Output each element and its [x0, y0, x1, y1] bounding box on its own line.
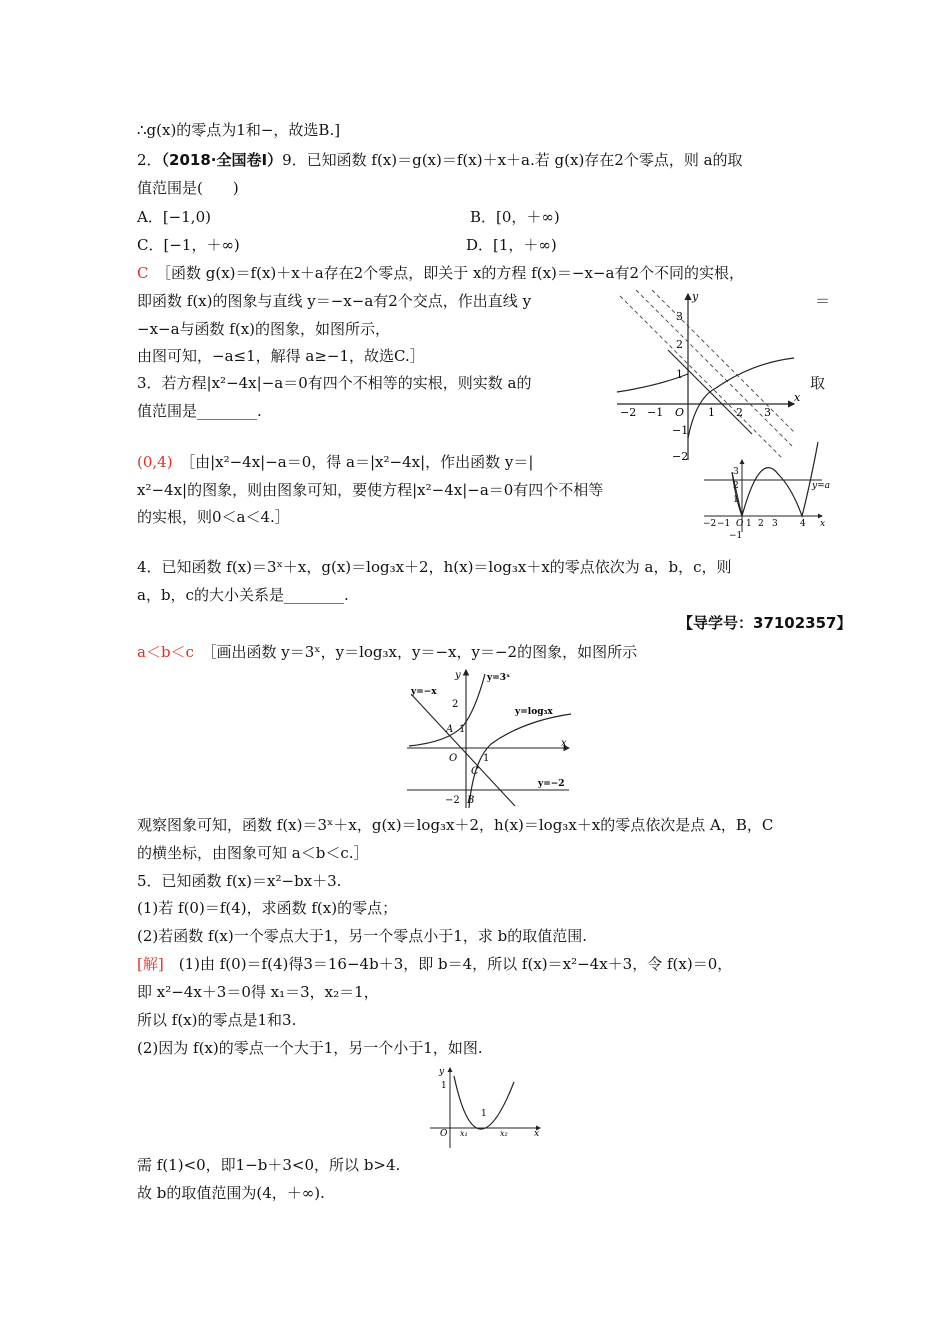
answer-4-line-2: 观察图象可知，函数 f(x)＝3ˣ＋x，g(x)＝log₃x＋2，h(x)＝log₃x＋x的零点依次是点 A，B，C	[137, 816, 774, 834]
origin-label: O	[736, 519, 744, 529]
x-axis-label: x	[534, 1129, 540, 1139]
answer-text: ［画出函数 y＝3ˣ，y＝log₃x，y＝−x，y＝−2的图象，如图所示	[208, 643, 638, 661]
question-5-line-2: (1)若 f(0)＝f(4)，求函数 f(x)的零点；	[137, 899, 398, 917]
abs-curve-left	[732, 472, 742, 516]
answer-text: ［由|x²−4x|−a＝0，得 a＝|x²−4x|，作出函数 y＝|	[187, 453, 534, 471]
answer-2-line-4: 由图可知，−a≤1，解得 a≥−1，故选C.］	[137, 347, 425, 365]
x-tick: 4	[800, 519, 806, 529]
question-3-line-1: 3．若方程|x²−4x|−a＝0有四个不相等的实根，则实数 a的	[137, 374, 532, 392]
x-tick: 1	[483, 753, 490, 764]
line-label: y=−2	[538, 779, 565, 789]
answer-5-line-6: 故 b的取值范围为(4，＋∞).	[137, 1184, 325, 1202]
exp-curve	[409, 674, 485, 746]
abs-curve	[732, 442, 818, 516]
answer-4-line-1	[137, 642, 637, 662]
answer-3-line-1	[137, 452, 533, 472]
answer-2-line-3: −x−a与函数 f(x)的图象，如图所示，	[137, 320, 391, 338]
question-3-line-2: 值范围是________.	[137, 402, 262, 420]
x-tick: 1	[746, 519, 752, 529]
y-tick: −2	[445, 795, 460, 806]
answer-5-line-4: (2)因为 f(x)的零点一个大于1，另一个小于1，如图.	[137, 1039, 483, 1057]
answer-text: (1)由 f(0)＝f(4)得3＝16−4b＋3，即 b＝4，所以 f(x)＝x²−4x＋3，令 f(x)＝0，	[178, 955, 733, 973]
y-tick: 3	[676, 310, 683, 323]
y-tick: 1	[459, 724, 466, 735]
answer-value: a＜b＜c	[137, 643, 194, 661]
question-5-line-1: 5．已知函数 f(x)＝x²−bx＋3.	[137, 872, 342, 890]
question-number: 2．	[137, 151, 162, 169]
option-d: D．[1，＋∞)	[466, 236, 557, 254]
answer-2-line-2-right: ＝	[815, 292, 831, 310]
point-label: B	[467, 795, 475, 806]
x-axis-label: x	[820, 519, 826, 529]
question-text: 9．已知函数 f(x)＝g(x)＝f(x)＋x＋a.若 g(x)存在2个零点，则 a的取	[282, 151, 743, 169]
question-2-line-2: 值范围是( )	[137, 179, 239, 197]
option-b: B．[0，＋∞)	[470, 208, 560, 226]
solution-tag: [解]	[137, 955, 164, 973]
origin-label: O	[675, 406, 685, 419]
figure-2-graph	[700, 440, 830, 538]
y-tick: −2	[672, 450, 689, 463]
answer-2-line-2: 即函数 f(x)的图象与直线 y＝−x−a有2个交点，作出直线 y	[137, 292, 532, 310]
x-tick: −2	[703, 519, 717, 529]
question-source: （2018·全国卷Ⅰ）	[161, 151, 283, 169]
answer-text: ［函数 g(x)＝f(x)＋x＋a存在2个零点，即关于 x的方程 f(x)＝−x−a有2个不同的实根，	[163, 264, 744, 282]
y-tick: 2	[452, 699, 459, 710]
curve-label: y=log₃x	[515, 707, 553, 717]
dashed-line	[636, 290, 792, 446]
x-tick: 1	[481, 1109, 487, 1119]
x-axis-label: x	[561, 738, 567, 749]
figure-3-graph	[403, 666, 583, 812]
text-line: ∴g(x)的零点为1和−，故选B.]	[137, 121, 341, 139]
y-tick: 1	[676, 368, 683, 381]
line-neg-x	[411, 694, 515, 806]
answer-4-line-3: 的横坐标，由图象可知 a＜b＜c.］	[137, 844, 369, 862]
y-axis-label: y	[692, 290, 699, 303]
reference-number: 【导学号：37102357】	[678, 614, 852, 632]
y-tick: 2	[676, 338, 683, 351]
x-tick: 2	[758, 519, 764, 529]
x-tick: 1	[708, 406, 715, 419]
zero-label: x₁	[460, 1129, 468, 1138]
x-tick: −1	[717, 519, 731, 529]
dashed-line	[652, 290, 794, 432]
x-tick: −1	[647, 406, 664, 419]
answer-value: (0,4)	[137, 453, 173, 471]
question-4-line-2: a，b，c的大小关系是________.	[137, 586, 349, 604]
option-c: C．[−1，＋∞)	[137, 236, 240, 254]
parabola	[454, 1076, 514, 1129]
figure-4-graph	[420, 1064, 550, 1150]
y-tick: 1	[441, 1081, 447, 1091]
y-tick: 2	[733, 481, 739, 491]
option-a: A．[−1,0)	[137, 208, 211, 226]
line-label: y=−x	[411, 687, 437, 697]
point-label: A	[446, 724, 454, 735]
x-axis-label: x	[794, 391, 801, 404]
answer-2-line-1	[137, 263, 744, 283]
y-axis-label: y	[455, 670, 461, 681]
x-tick: 3	[772, 519, 778, 529]
question-5-line-3: (2)若函数 f(x)一个零点大于1，另一个零点小于1，求 b的取值范围.	[137, 927, 587, 945]
answer-5-line-1	[137, 954, 732, 974]
y-tick: 1	[733, 495, 739, 505]
y-tick: −1	[672, 424, 689, 437]
x-tick: 2	[736, 406, 743, 419]
y-tick: 3	[733, 467, 739, 477]
x-tick: 3	[764, 406, 771, 419]
point-label: C	[471, 766, 479, 777]
line-label: y=a	[812, 481, 830, 491]
y-tick: −1	[729, 531, 743, 538]
question-4-line-1: 4．已知函数 f(x)＝3ˣ＋x，g(x)＝log₃x＋2，h(x)＝log₃x＋x的零点依次为 a，b，c，则	[137, 558, 732, 576]
question-2-line-1	[137, 150, 743, 170]
answer-3-line-3: 的实根，则0＜a＜4.］	[137, 508, 290, 526]
origin-label: O	[440, 1129, 448, 1139]
answer-5-line-3: 所以 f(x)的零点是1和3.	[137, 1011, 297, 1029]
answer-5-line-5: 需 f(1)<0，即1−b＋3<0，所以 b>4.	[137, 1156, 401, 1174]
answer-5-line-2: 即 x²−4x＋3＝0得 x₁＝3，x₂＝1，	[137, 983, 379, 1001]
answer-3-line-2: x²−4x|的图象，则由图象可知，要使方程|x²−4x|−a＝0有四个不相等	[137, 481, 604, 499]
zero-label: x₂	[500, 1129, 508, 1138]
y-axis-label: y	[439, 1067, 445, 1077]
answer-letter: C	[137, 264, 149, 282]
question-3-line-1-right: 取	[810, 374, 826, 392]
x-tick: −2	[620, 406, 637, 419]
origin-label: O	[449, 753, 458, 764]
dashed-line	[620, 296, 782, 458]
curve-label: y=3ˣ	[487, 673, 511, 683]
log-curve	[688, 358, 794, 438]
